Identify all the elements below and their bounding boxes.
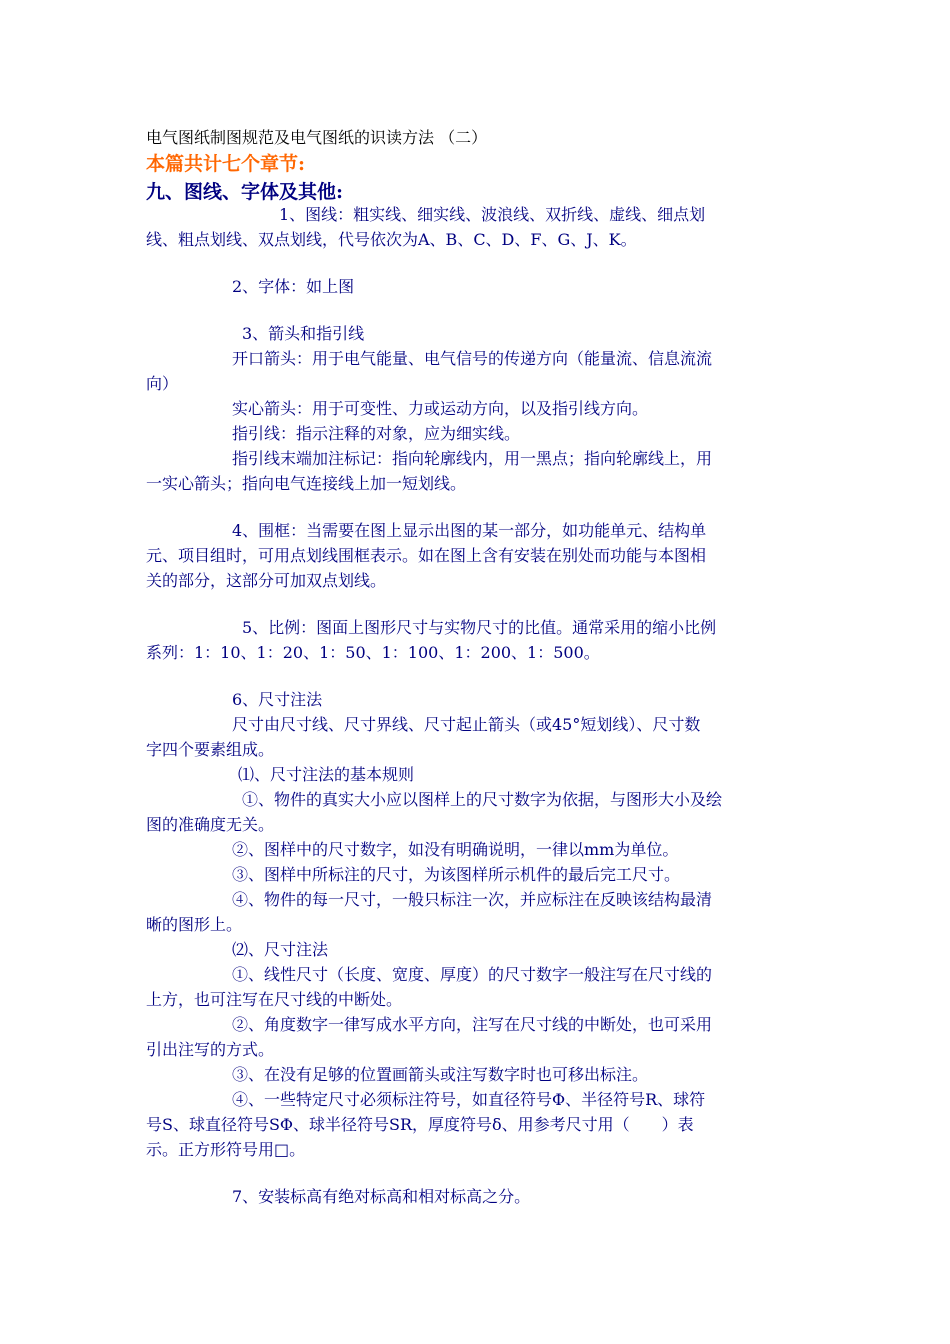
- chapter-count-note: 本篇共计七个章节:: [146, 153, 306, 175]
- paragraph-line: 号S、球直径符号SΦ、球半径符号SR，厚度符号δ、用参考尺寸用（ ）表: [146, 1115, 694, 1134]
- paragraph-line: 系列：1：10、1：20、1：50、1：100、1：200、1：500。: [146, 643, 600, 662]
- paragraph-line: 图的准确度无关。: [146, 815, 275, 834]
- paragraph-line: 2、字体：如上图: [232, 277, 355, 296]
- paragraph-line: 示。正方形符号用□。: [146, 1140, 306, 1159]
- paragraph-line: 5、比例：图面上图形尺寸与实物尺寸的比值。通常采用的缩小比例: [242, 618, 717, 637]
- paragraph-line: 实心箭头：用于可变性、力或运动方向，以及指引线方向。: [232, 399, 649, 418]
- paragraph-line: 字四个要素组成。: [146, 740, 275, 759]
- paragraph-line: 7、安装标高有绝对标高和相对标高之分。: [232, 1187, 531, 1206]
- paragraph-line: 元、项目组时，可用点划线围框表示。如在图上含有安装在别处而功能与本图相: [146, 546, 707, 565]
- paragraph-line: 一实心箭头；指向电气连接线上加一短划线。: [146, 474, 467, 493]
- paragraph-line: 1、图线：粗实线、细实线、波浪线、双折线、虚线、细点划: [279, 205, 706, 224]
- paragraph-line: ④、物件的每一尺寸，一般只标注一次，并应标注在反映该结构最清: [232, 890, 713, 909]
- paragraph-line: ②、图样中的尺寸数字，如没有明确说明，一律以mm为单位。: [232, 840, 679, 859]
- paragraph-line: 开口箭头：用于电气能量、电气信号的传递方向（能量流、信息流流: [232, 349, 713, 368]
- paragraph-line: ②、角度数字一律写成水平方向，注写在尺寸线的中断处，也可采用: [232, 1015, 713, 1034]
- paragraph-line: ①、物件的真实大小应以图样上的尺寸数字为依据，与图形大小及绘: [242, 790, 723, 809]
- paragraph-line: 线、粗点划线、双点划线，代号依次为A、B、C、D、F、G、J、K。: [146, 230, 637, 249]
- paragraph-line: 3、箭头和指引线: [242, 324, 365, 343]
- paragraph-line: 指引线末端加注标记：指向轮廓线内，用一黑点；指向轮廓线上，用: [232, 449, 713, 468]
- paragraph-line: 向）: [146, 374, 179, 393]
- paragraph-line: ⑴、尺寸注法的基本规则: [238, 765, 415, 784]
- document-title: 电气图纸制图规范及电气图纸的识读方法 （二）: [146, 128, 488, 147]
- paragraph-line: 关的部分，这部分可加双点划线。: [146, 571, 387, 590]
- section-heading: 九、图线、字体及其他:: [146, 181, 344, 203]
- paragraph-line: ③、在没有足够的位置画箭头或注写数字时也可移出标注。: [232, 1065, 649, 1084]
- paragraph-line: 指引线：指示注释的对象，应为细实线。: [232, 424, 521, 443]
- paragraph-line: ④、一些特定尺寸必须标注符号，如直径符号Φ、半径符号R、球符: [232, 1090, 706, 1109]
- paragraph-line: 引出注写的方式。: [146, 1040, 275, 1059]
- paragraph-line: 尺寸由尺寸线、尺寸界线、尺寸起止箭头（或45°短划线）、尺寸数: [232, 715, 701, 734]
- paragraph-line: 上方，也可注写在尺寸线的中断处。: [146, 990, 403, 1009]
- paragraph-line: ①、线性尺寸（长度、宽度、厚度）的尺寸数字一般注写在尺寸线的: [232, 965, 713, 984]
- paragraph-line: 6、尺寸注法: [232, 690, 323, 709]
- paragraph-line: 4、围框：当需要在图上显示出图的某一部分，如功能单元、结构单: [232, 521, 707, 540]
- paragraph-line: 晰的图形上。: [146, 915, 243, 934]
- paragraph-line: ③、图样中所标注的尺寸，为该图样所示机件的最后完工尺寸。: [232, 865, 681, 884]
- paragraph-line: ⑵、尺寸注法: [232, 940, 329, 959]
